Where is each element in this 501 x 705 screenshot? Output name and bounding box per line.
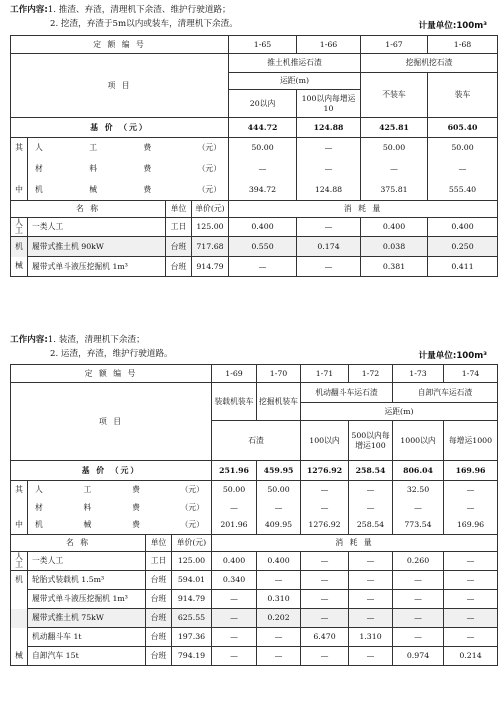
- resource-price: 914.79: [172, 590, 212, 609]
- consumption-value: 0.400: [428, 218, 498, 237]
- fee-value: —: [212, 499, 257, 517]
- fee-value: 50.00: [229, 138, 297, 159]
- fee-row: 人 工 费 （元）: [28, 138, 229, 159]
- fee-value: 50.00: [428, 138, 498, 159]
- group-header: 自卸汽车运石渣: [393, 383, 498, 403]
- consumption-value: 0.310: [257, 590, 301, 609]
- consumption-value: —: [257, 628, 301, 647]
- consumption-value: —: [393, 571, 444, 590]
- consumption-value: —: [297, 218, 361, 237]
- resource-unit: 工日: [166, 218, 192, 237]
- consumption-value: —: [297, 257, 361, 277]
- consumption-value: —: [301, 609, 349, 628]
- side-label: 械: [11, 647, 28, 666]
- consumption-value: 0.381: [361, 257, 428, 277]
- base-price: 124.88: [297, 118, 361, 138]
- col-header: 每增运1000: [444, 421, 498, 461]
- quota-number-label: 定 额 编 号: [11, 365, 212, 383]
- base-price: 169.96: [444, 461, 498, 481]
- fee-value: 555.40: [428, 180, 498, 201]
- resource-price: 914.79: [192, 257, 229, 277]
- consumption-value: 0.400: [212, 552, 257, 571]
- resource-price: 625.55: [172, 609, 212, 628]
- quota-table-2: [10, 364, 498, 666]
- fee-row: 材 料 费 （元）: [28, 159, 229, 180]
- consumption-value: —: [444, 571, 498, 590]
- quota-code: 1-69: [212, 365, 257, 383]
- resource-name: 履带式推土机 90kW: [28, 237, 166, 257]
- work-content-label: 工作内容:: [10, 5, 48, 15]
- fee-value: —: [301, 499, 349, 517]
- labor-side-label: 人工: [11, 218, 28, 237]
- fee-value: 50.00: [257, 481, 301, 499]
- base-price: 251.96: [212, 461, 257, 481]
- consumption-value: 0.038: [361, 237, 428, 257]
- side-label: 机: [11, 237, 28, 257]
- resource-unit: 台班: [146, 590, 172, 609]
- base-price: 605.40: [428, 118, 498, 138]
- quota-code: 1-67: [361, 36, 428, 54]
- fee-value: —: [301, 481, 349, 499]
- quota-table-1: [10, 35, 498, 277]
- quota-code: 1-71: [301, 365, 349, 383]
- work-content-line-1: [10, 5, 231, 16]
- consumption-value: —: [212, 647, 257, 666]
- price-header: 单价(元): [172, 535, 212, 552]
- consumption-value: 0.174: [297, 237, 361, 257]
- fee-value: 1276.92: [301, 517, 349, 535]
- resource-price: 125.00: [172, 552, 212, 571]
- consumption-value: 0.260: [393, 552, 444, 571]
- fee-value: —: [297, 138, 361, 159]
- name-header: 名 称: [11, 535, 146, 552]
- side-label: 中: [11, 180, 28, 201]
- group-header: 推土机推运石渣: [229, 54, 361, 73]
- measure-unit: 计量单位:100m³: [418, 21, 487, 31]
- resource-name: 机动翻斗车 1t: [28, 628, 146, 647]
- fee-row: 人 工 费 （元）: [28, 481, 212, 499]
- consumption-value: —: [444, 609, 498, 628]
- distance-label: 运距(m): [229, 73, 361, 90]
- consumption-value: —: [444, 628, 498, 647]
- consumption-value: 0.214: [444, 647, 498, 666]
- measure-unit: 计量单位:100m³: [418, 351, 487, 361]
- consumption-value: —: [257, 647, 301, 666]
- side-label: 其: [11, 138, 28, 159]
- unit-header: 单位: [166, 201, 192, 218]
- fee-value: 169.96: [444, 517, 498, 535]
- group-header: 挖掘机挖石渣: [361, 54, 498, 73]
- quota-code: 1-68: [428, 36, 498, 54]
- name-header: 名 称: [11, 201, 166, 218]
- fee-value: 50.00: [212, 481, 257, 499]
- resource-name: 自卸汽车 15t: [28, 647, 146, 666]
- resource-name: 一类人工: [28, 552, 146, 571]
- col-header: 100以内: [301, 421, 349, 461]
- fee-row: 材 料 费 （元）: [28, 499, 212, 517]
- consumption-value: —: [349, 590, 393, 609]
- col-header: 不装车: [361, 73, 428, 118]
- fee-value: 50.00: [361, 138, 428, 159]
- base-price: 425.81: [361, 118, 428, 138]
- col-header: 石渣: [212, 421, 301, 461]
- base-price-label: 基 价 （元）: [11, 461, 212, 481]
- resource-unit: 台班: [146, 609, 172, 628]
- side-label: 其: [11, 481, 28, 499]
- consumption-value: —: [349, 552, 393, 571]
- consumption-value: 0.974: [393, 647, 444, 666]
- consumption-value: —: [393, 628, 444, 647]
- consumption-value: —: [444, 552, 498, 571]
- fee-value: 375.81: [361, 180, 428, 201]
- consumption-value: —: [212, 609, 257, 628]
- item-label: 项 目: [11, 54, 229, 118]
- side-label: 械: [11, 257, 28, 277]
- resource-name: 轮胎式装载机 1.5m³: [28, 571, 146, 590]
- fee-value: 409.95: [257, 517, 301, 535]
- group-header: 挖掘机装车: [257, 383, 301, 421]
- consumption-value: —: [212, 590, 257, 609]
- distance-label: 运距(m): [301, 403, 498, 421]
- resource-unit: 台班: [166, 257, 192, 277]
- base-price: 444.72: [229, 118, 297, 138]
- fee-value: —: [444, 481, 498, 499]
- consumption-value: 0.550: [229, 237, 297, 257]
- consumption-value: —: [301, 571, 349, 590]
- consumption-value: 0.340: [212, 571, 257, 590]
- col-header: 100以内每增运10: [297, 90, 361, 118]
- consumption-header: 消 耗 量: [212, 535, 498, 552]
- consumption-value: —: [229, 257, 297, 277]
- resource-name: 一类人工: [28, 218, 166, 237]
- consumption-value: 0.400: [257, 552, 301, 571]
- resource-name: 履带式单斗液压挖掘机 1m³: [28, 257, 166, 277]
- fee-value: 32.50: [393, 481, 444, 499]
- consumption-value: 6.470: [301, 628, 349, 647]
- fee-value: 124.88: [297, 180, 361, 201]
- consumption-value: —: [257, 571, 301, 590]
- resource-name: 履带式推土机 75kW: [28, 609, 146, 628]
- consumption-value: —: [349, 609, 393, 628]
- consumption-value: 0.400: [229, 218, 297, 237]
- consumption-value: 0.250: [428, 237, 498, 257]
- quota-code: 1-72: [349, 365, 393, 383]
- consumption-value: —: [349, 571, 393, 590]
- resource-unit: 台班: [146, 628, 172, 647]
- work-content-line-2: 2. 挖渣，弃渣于5m以内或装车，清理机下余渣。: [50, 19, 238, 29]
- base-price: 1276.92: [301, 461, 349, 481]
- consumption-value: —: [349, 647, 393, 666]
- consumption-value: —: [301, 647, 349, 666]
- consumption-header: 消 耗 量: [229, 201, 498, 218]
- fee-value: —: [428, 159, 498, 180]
- price-header: 单价(元): [192, 201, 229, 218]
- work-content-text: 1. 推渣、弃渣，清理机下余渣、维护行驶道路；: [47, 5, 231, 15]
- resource-price: 125.00: [192, 218, 229, 237]
- work-content-label: 工作内容:: [10, 335, 48, 345]
- fee-value: 773.54: [393, 517, 444, 535]
- group-header: 机动翻斗车运石渣: [301, 383, 393, 403]
- consumption-value: —: [301, 552, 349, 571]
- fee-value: 201.96: [212, 517, 257, 535]
- resource-unit: 台班: [166, 237, 192, 257]
- consumption-value: —: [393, 590, 444, 609]
- consumption-value: 0.202: [257, 609, 301, 628]
- fee-value: —: [444, 499, 498, 517]
- work-content-line-1: [10, 335, 145, 346]
- group-header: 装载机装车: [212, 383, 257, 421]
- resource-price: 794.19: [172, 647, 212, 666]
- fee-value: —: [257, 499, 301, 517]
- item-label: 项 目: [11, 383, 212, 461]
- base-price-label: 基 价 （元）: [11, 118, 229, 138]
- work-content-text: 1. 装渣，清理机下余渣；: [47, 335, 145, 345]
- consumption-value: 0.400: [361, 218, 428, 237]
- labor-side-label: 人工: [11, 552, 28, 571]
- col-header: 装车: [428, 73, 498, 118]
- consumption-value: 1.310: [349, 628, 393, 647]
- consumption-value: —: [301, 590, 349, 609]
- fee-value: 394.72: [229, 180, 297, 201]
- quota-code: 1-66: [297, 36, 361, 54]
- consumption-value: —: [212, 628, 257, 647]
- consumption-value: 0.411: [428, 257, 498, 277]
- quota-code: 1-65: [229, 36, 297, 54]
- fee-row: 机 械 费 （元）: [28, 517, 212, 535]
- resource-unit: 台班: [146, 647, 172, 666]
- base-price: 806.04: [393, 461, 444, 481]
- fee-value: —: [349, 499, 393, 517]
- resource-unit: 工日: [146, 552, 172, 571]
- col-header: 20以内: [229, 90, 297, 118]
- quota-code: 1-73: [393, 365, 444, 383]
- resource-price: 594.01: [172, 571, 212, 590]
- resource-price: 197.36: [172, 628, 212, 647]
- fee-row: 机 械 费 （元）: [28, 180, 229, 201]
- unit-header: 单位: [146, 535, 172, 552]
- fee-value: —: [297, 159, 361, 180]
- fee-value: —: [361, 159, 428, 180]
- resource-name: 履带式单斗液压挖掘机 1m³: [28, 590, 146, 609]
- col-header: 500以内每增运100: [349, 421, 393, 461]
- base-price: 459.95: [257, 461, 301, 481]
- resource-unit: 台班: [146, 571, 172, 590]
- quota-code: 1-74: [444, 365, 498, 383]
- side-label: 中: [11, 517, 28, 535]
- quota-number-label: 定 额 编 号: [11, 36, 229, 54]
- quota-code: 1-70: [257, 365, 301, 383]
- fee-value: —: [349, 481, 393, 499]
- consumption-value: —: [393, 609, 444, 628]
- base-price: 258.54: [349, 461, 393, 481]
- consumption-value: —: [444, 590, 498, 609]
- fee-value: —: [393, 499, 444, 517]
- fee-value: 258.54: [349, 517, 393, 535]
- col-header: 1000以内: [393, 421, 444, 461]
- side-label: 机: [11, 571, 28, 590]
- fee-value: —: [229, 159, 297, 180]
- work-content-line-2: 2. 运渣，弃渣，维护行驶道路。: [50, 349, 173, 359]
- resource-price: 717.68: [192, 237, 229, 257]
